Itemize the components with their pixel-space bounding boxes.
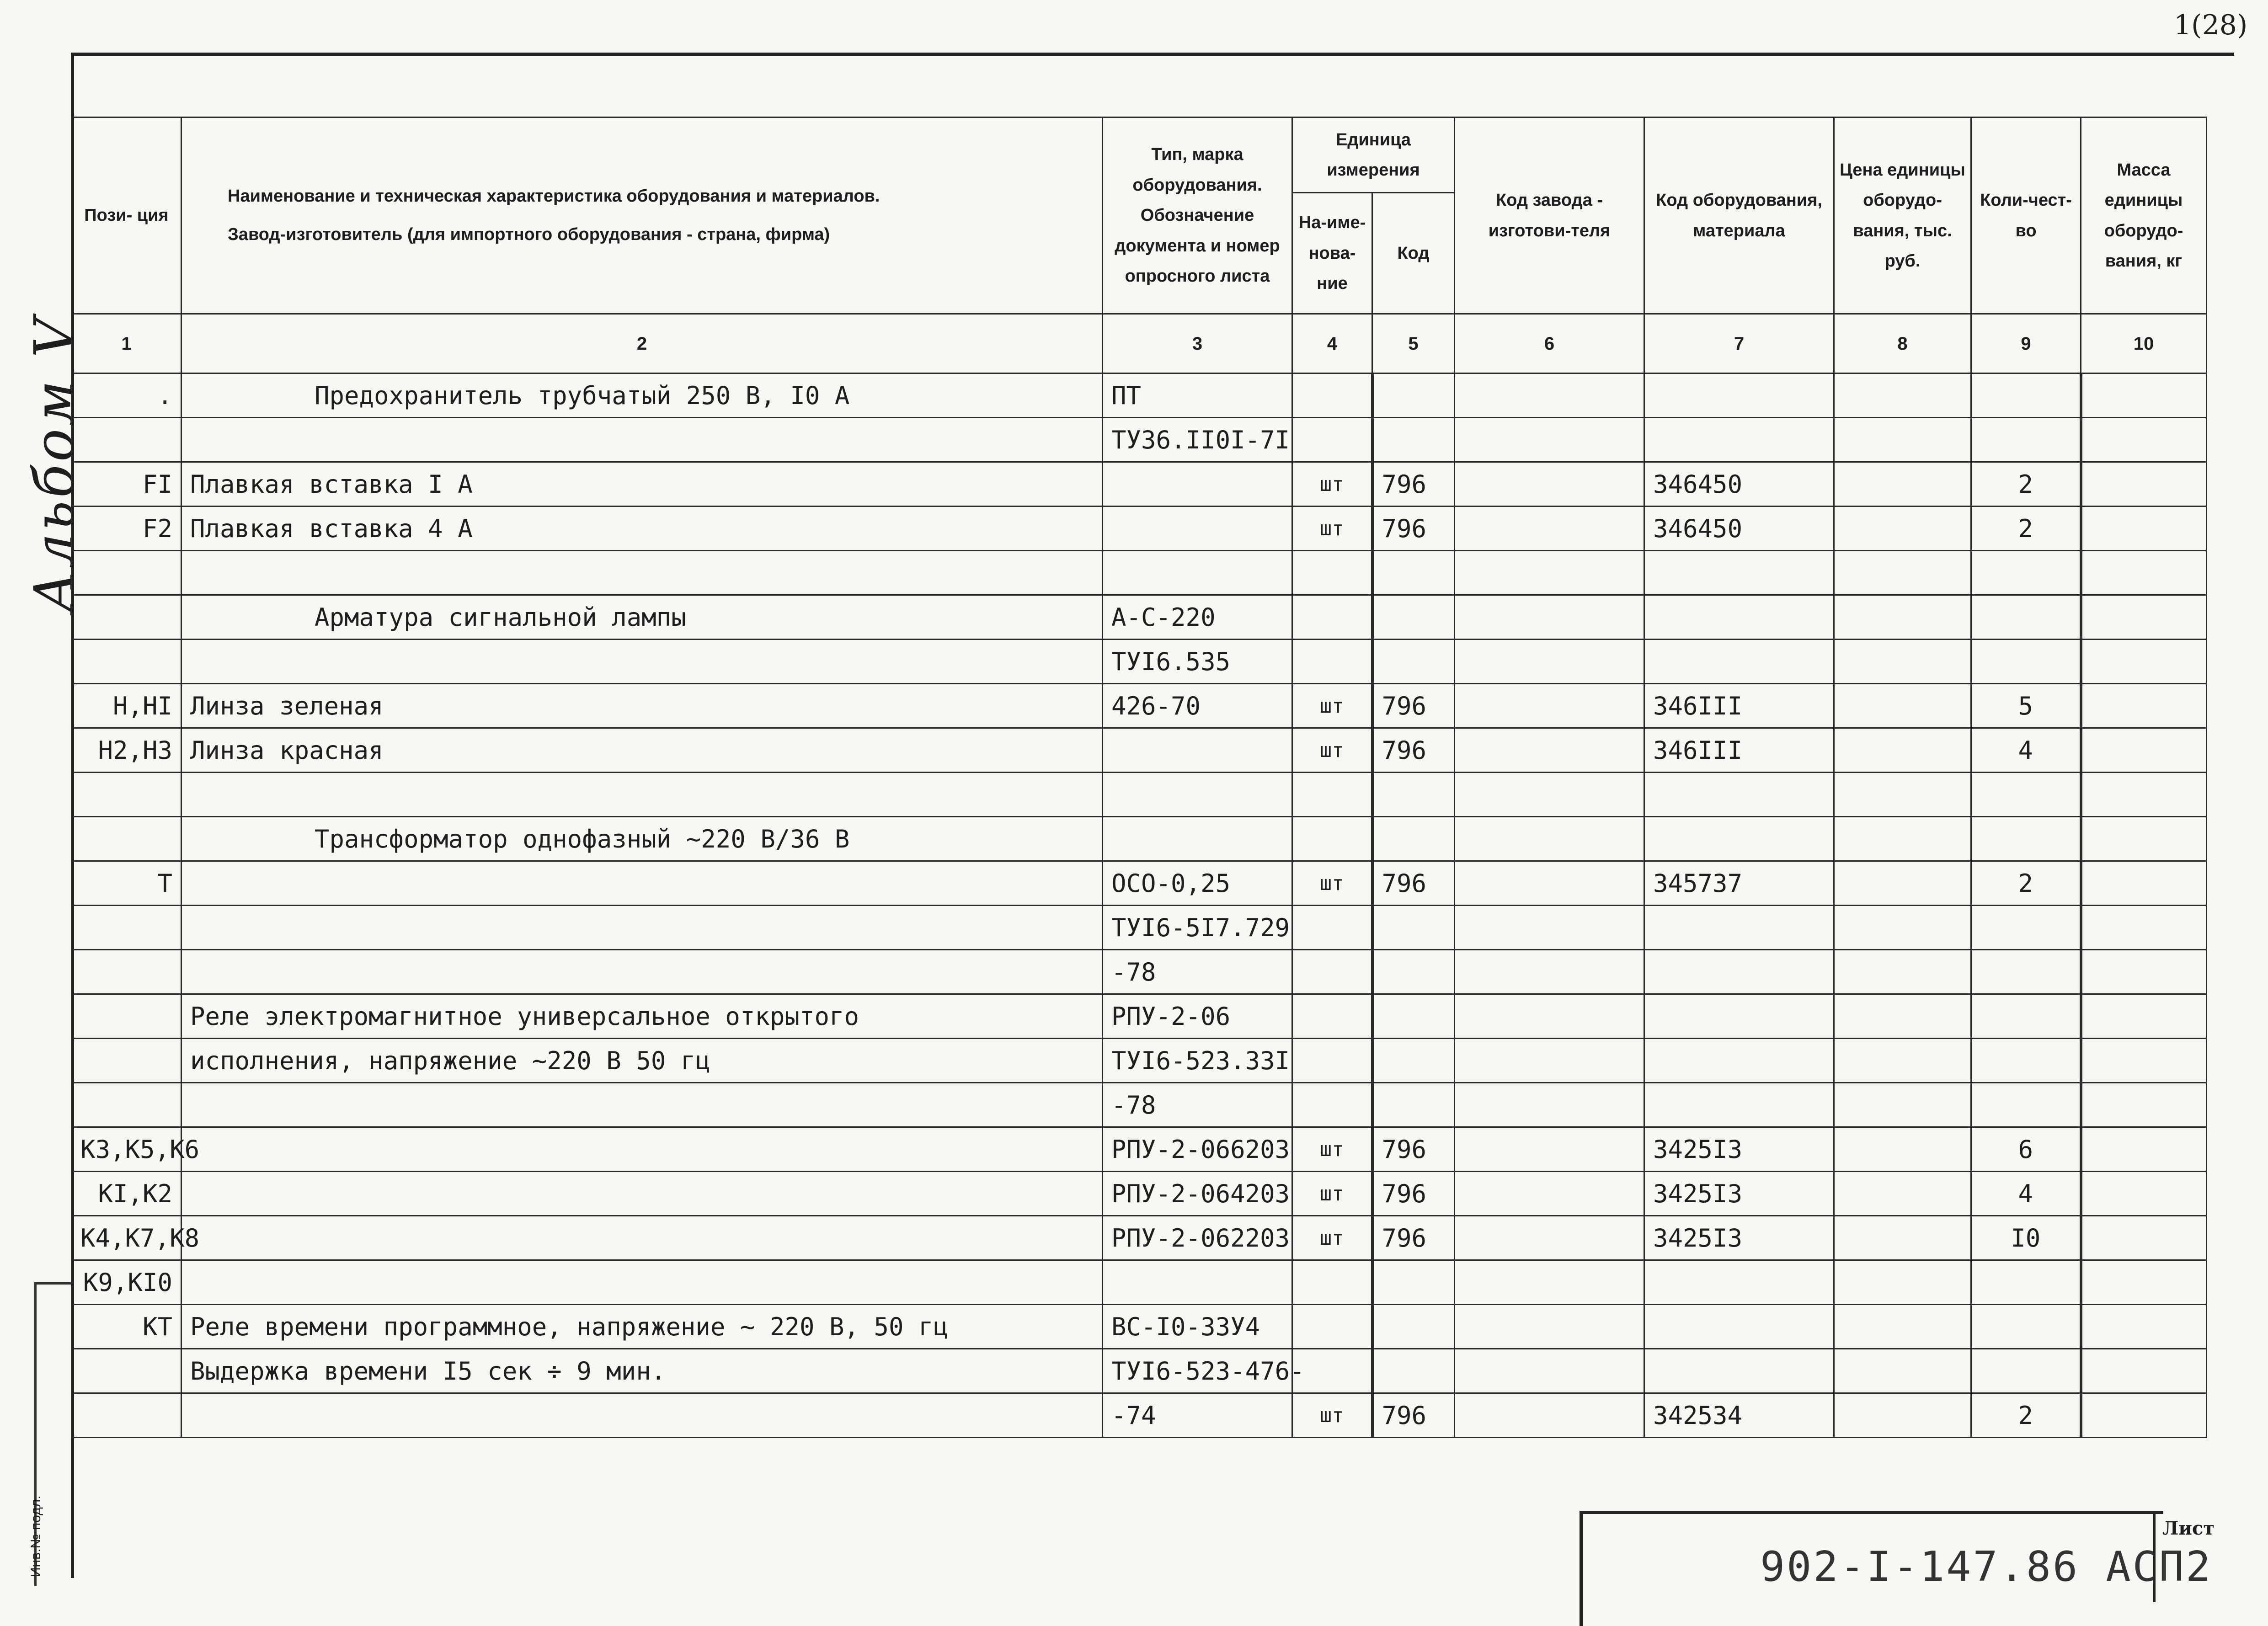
cell-name xyxy=(181,418,1103,462)
cell-quantity: 2 xyxy=(1971,462,2081,506)
cell-quantity xyxy=(1971,1349,2081,1393)
cell-unit-mass xyxy=(2081,906,2207,950)
cell-name xyxy=(181,906,1103,950)
cell-maker-code xyxy=(1455,1127,1644,1172)
cell-equipment-code: 3425I3 xyxy=(1644,1172,1834,1216)
cell-unit-code xyxy=(1372,551,1455,595)
cell-position: К3,К5,К6 xyxy=(72,1127,181,1172)
cell-unit-name: шт xyxy=(1292,861,1372,906)
cell-quantity xyxy=(1971,950,2081,994)
col-header-type: Тип, марка оборудования. Обозначение документа и номер опросного листа xyxy=(1103,117,1292,314)
cell-equipment-code xyxy=(1644,773,1834,817)
cell-unit-price xyxy=(1834,506,1971,551)
col-header-maker-code: Код завода - изготови-теля xyxy=(1455,117,1644,314)
table-row xyxy=(72,1305,2207,1349)
cell-position xyxy=(72,817,181,861)
cell-position: F2 xyxy=(72,506,181,551)
cell-type: 426-70 xyxy=(1103,684,1292,728)
cell-name: Плавкая вставка I А xyxy=(181,462,1103,506)
cell-unit-price xyxy=(1834,1172,1971,1216)
cell-unit-mass xyxy=(2081,1039,2207,1083)
cell-unit-name xyxy=(1292,418,1372,462)
cell-unit-mass xyxy=(2081,1349,2207,1393)
cell-equipment-code: 345737 xyxy=(1644,861,1834,906)
cell-unit-mass xyxy=(2081,684,2207,728)
cell-unit-name: шт xyxy=(1292,684,1372,728)
cell-unit-name: шт xyxy=(1292,1216,1372,1260)
sheet-label: Лист xyxy=(2162,1518,2215,1539)
cell-maker-code xyxy=(1455,728,1644,773)
cell-position: К9,КI0 xyxy=(72,1260,181,1305)
cell-unit-code: 796 xyxy=(1372,1216,1455,1260)
cell-maker-code xyxy=(1455,994,1644,1039)
cell-name xyxy=(181,551,1103,595)
cell-equipment-code xyxy=(1644,1305,1834,1349)
cell-equipment-code xyxy=(1644,373,1834,418)
cell-equipment-code: 346450 xyxy=(1644,506,1834,551)
cell-unit-code xyxy=(1372,773,1455,817)
cell-unit-price xyxy=(1834,462,1971,506)
cell-name: Предохранитель трубчатый 250 В, I0 А xyxy=(181,373,1103,418)
cell-quantity xyxy=(1971,817,2081,861)
cell-unit-price xyxy=(1834,640,1971,684)
cell-quantity: 4 xyxy=(1971,1172,2081,1216)
cell-unit-price xyxy=(1834,418,1971,462)
table-row xyxy=(72,728,2207,773)
cell-equipment-code xyxy=(1644,1039,1834,1083)
cell-unit-mass xyxy=(2081,506,2207,551)
cell-quantity xyxy=(1971,551,2081,595)
cell-maker-code xyxy=(1455,906,1644,950)
cell-maker-code xyxy=(1455,1172,1644,1216)
cell-unit-price xyxy=(1834,1127,1971,1172)
cell-unit-price xyxy=(1834,1349,1971,1393)
cell-position xyxy=(72,994,181,1039)
cell-name: Реле времени программное, напряжение ~ 220 В, 50 гц xyxy=(181,1305,1103,1349)
cell-unit-mass xyxy=(2081,994,2207,1039)
cell-unit-name xyxy=(1292,640,1372,684)
cell-unit-code: 796 xyxy=(1372,1172,1455,1216)
cell-quantity xyxy=(1971,1083,2081,1127)
table-row xyxy=(72,1039,2207,1083)
cell-name: Трансформатор однофазный ~220 В/36 В xyxy=(181,817,1103,861)
table-row xyxy=(72,1349,2207,1393)
cell-name: Линза зеленая xyxy=(181,684,1103,728)
cell-maker-code xyxy=(1455,506,1644,551)
cell-name: исполнения, напряжение ~220 В 50 гц xyxy=(181,1039,1103,1083)
table-row xyxy=(72,1127,2207,1172)
cell-name xyxy=(181,950,1103,994)
cell-equipment-code xyxy=(1644,906,1834,950)
header-row-1 xyxy=(72,117,2207,193)
cell-maker-code xyxy=(1455,861,1644,906)
cell-quantity xyxy=(1971,1260,2081,1305)
cell-quantity xyxy=(1971,1305,2081,1349)
cell-type: ВС-I0-33У4 xyxy=(1103,1305,1292,1349)
table-row xyxy=(72,817,2207,861)
cell-unit-name xyxy=(1292,551,1372,595)
cell-type: ТУI6-523-476- xyxy=(1103,1349,1292,1393)
col-header-unit-price: Цена единицы оборудо-вания, тыс. руб. xyxy=(1834,117,1971,314)
cell-unit-code xyxy=(1372,373,1455,418)
cell-type xyxy=(1103,462,1292,506)
table-row xyxy=(72,1393,2207,1438)
cell-name xyxy=(181,1216,1103,1260)
table-row xyxy=(72,1216,2207,1260)
cell-quantity: 6 xyxy=(1971,1127,2081,1172)
table-row xyxy=(72,1083,2207,1127)
cell-unit-mass xyxy=(2081,950,2207,994)
cell-position: КТ xyxy=(72,1305,181,1349)
cell-name xyxy=(181,1172,1103,1216)
cell-unit-mass xyxy=(2081,595,2207,640)
cell-unit-code xyxy=(1372,595,1455,640)
corner-mark: 1(28) xyxy=(2174,9,2248,41)
cell-position: FI xyxy=(72,462,181,506)
cell-equipment-code: 342534 xyxy=(1644,1393,1834,1438)
col-number: 9 xyxy=(1971,314,2081,373)
cell-unit-name xyxy=(1292,1039,1372,1083)
cell-unit-name xyxy=(1292,1260,1372,1305)
cell-unit-name: шт xyxy=(1292,728,1372,773)
cell-unit-code: 796 xyxy=(1372,1127,1455,1172)
table-row xyxy=(72,640,2207,684)
cell-unit-mass xyxy=(2081,1216,2207,1260)
cell-unit-mass xyxy=(2081,418,2207,462)
col-header-quantity: Коли-чест-во xyxy=(1971,117,2081,314)
cell-unit-price xyxy=(1834,1216,1971,1260)
cell-maker-code xyxy=(1455,1260,1644,1305)
cell-type: ТУI6-5I7.729 xyxy=(1103,906,1292,950)
cell-unit-code: 796 xyxy=(1372,684,1455,728)
cell-equipment-code xyxy=(1644,950,1834,994)
table-row xyxy=(72,462,2207,506)
cell-type xyxy=(1103,551,1292,595)
cell-equipment-code: 346III xyxy=(1644,684,1834,728)
cell-quantity xyxy=(1971,773,2081,817)
cell-maker-code xyxy=(1455,817,1644,861)
cell-unit-mass xyxy=(2081,1393,2207,1438)
cell-maker-code xyxy=(1455,773,1644,817)
cell-unit-mass xyxy=(2081,1083,2207,1127)
cell-name: Арматура сигнальной лампы xyxy=(181,595,1103,640)
table-row xyxy=(72,861,2207,906)
cell-name: Реле электромагнитное универсальное открытого xyxy=(181,994,1103,1039)
cell-position xyxy=(72,950,181,994)
cell-type xyxy=(1103,817,1292,861)
cell-unit-price xyxy=(1834,906,1971,950)
column-number-row xyxy=(72,314,2207,373)
table-row xyxy=(72,1172,2207,1216)
cell-unit-mass xyxy=(2081,1127,2207,1172)
cell-name xyxy=(181,640,1103,684)
col-header-unit-code: Код xyxy=(1372,193,1455,314)
cell-maker-code xyxy=(1455,1393,1644,1438)
cell-type: -78 xyxy=(1103,950,1292,994)
cell-maker-code xyxy=(1455,1305,1644,1349)
cell-unit-name xyxy=(1292,950,1372,994)
cell-type xyxy=(1103,506,1292,551)
cell-unit-name xyxy=(1292,595,1372,640)
table-row xyxy=(72,373,2207,418)
cell-unit-name xyxy=(1292,906,1372,950)
cell-quantity: 5 xyxy=(1971,684,2081,728)
cell-maker-code xyxy=(1455,595,1644,640)
cell-equipment-code xyxy=(1644,640,1834,684)
col-header-unit-mass: Масса единицы оборудо-вания, кг xyxy=(2081,117,2207,314)
cell-type: ТУ36.II0I-7I xyxy=(1103,418,1292,462)
cell-position xyxy=(72,551,181,595)
cell-type xyxy=(1103,1260,1292,1305)
cell-name xyxy=(181,1260,1103,1305)
cell-type: ТУI6-523.33I xyxy=(1103,1039,1292,1083)
cell-unit-mass xyxy=(2081,462,2207,506)
table-row xyxy=(72,906,2207,950)
cell-type: ПТ xyxy=(1103,373,1292,418)
document-code: 902-I-147.86 АСП2 xyxy=(1760,1543,2213,1591)
cell-type: РПУ-2-066203 xyxy=(1103,1127,1292,1172)
cell-type: ТУI6.535 xyxy=(1103,640,1292,684)
cell-quantity xyxy=(1971,640,2081,684)
cell-equipment-code xyxy=(1644,1260,1834,1305)
cell-unit-mass xyxy=(2081,1260,2207,1305)
col-header-unit-group: Единица измерения xyxy=(1292,117,1455,193)
cell-unit-code xyxy=(1372,1349,1455,1393)
cell-unit-price xyxy=(1834,551,1971,595)
cell-name: Выдержка времени I5 сек ÷ 9 мин. xyxy=(181,1349,1103,1393)
cell-unit-name: шт xyxy=(1292,506,1372,551)
cell-unit-code: 796 xyxy=(1372,1393,1455,1438)
inventory-label: Инв.№ подл. xyxy=(28,1495,43,1577)
cell-position: Т xyxy=(72,861,181,906)
cell-maker-code xyxy=(1455,1349,1644,1393)
table-row xyxy=(72,1260,2207,1305)
cell-equipment-code: 3425I3 xyxy=(1644,1216,1834,1260)
table-row xyxy=(72,595,2207,640)
cell-unit-name: шт xyxy=(1292,1127,1372,1172)
cell-quantity xyxy=(1971,418,2081,462)
cell-unit-code: 796 xyxy=(1372,462,1455,506)
cell-equipment-code xyxy=(1644,551,1834,595)
cell-unit-price xyxy=(1834,861,1971,906)
col-number: 4 xyxy=(1292,314,1372,373)
cell-unit-mass xyxy=(2081,861,2207,906)
cell-equipment-code: 346III xyxy=(1644,728,1834,773)
cell-unit-mass xyxy=(2081,551,2207,595)
cell-unit-price xyxy=(1834,950,1971,994)
cell-unit-mass xyxy=(2081,728,2207,773)
cell-unit-code xyxy=(1372,817,1455,861)
cell-unit-price xyxy=(1834,595,1971,640)
cell-maker-code xyxy=(1455,950,1644,994)
cell-quantity xyxy=(1971,1039,2081,1083)
cell-equipment-code: 3425I3 xyxy=(1644,1127,1834,1172)
cell-maker-code xyxy=(1455,1039,1644,1083)
cell-unit-name xyxy=(1292,817,1372,861)
cell-unit-mass xyxy=(2081,1172,2207,1216)
cell-unit-code xyxy=(1372,1039,1455,1083)
cell-unit-mass xyxy=(2081,773,2207,817)
cell-quantity xyxy=(1971,373,2081,418)
cell-position xyxy=(72,1393,181,1438)
cell-unit-price xyxy=(1834,773,1971,817)
cell-unit-code xyxy=(1372,906,1455,950)
cell-unit-price xyxy=(1834,373,1971,418)
col-header-equipment-code: Код оборудования, материала xyxy=(1644,117,1834,314)
col-number: 7 xyxy=(1644,314,1834,373)
cell-position: КI,К2 xyxy=(72,1172,181,1216)
cell-position xyxy=(72,595,181,640)
cell-type: РПУ-2-064203 xyxy=(1103,1172,1292,1216)
album-stamp: Альбом V xyxy=(23,315,86,613)
cell-unit-code xyxy=(1372,950,1455,994)
cell-unit-price xyxy=(1834,1260,1971,1305)
cell-equipment-code xyxy=(1644,1083,1834,1127)
col-number: 8 xyxy=(1834,314,1971,373)
cell-unit-price xyxy=(1834,994,1971,1039)
cell-unit-price xyxy=(1834,1083,1971,1127)
cell-unit-code xyxy=(1372,418,1455,462)
col-header-position: Пози- ция xyxy=(72,117,181,314)
cell-unit-code xyxy=(1372,994,1455,1039)
cell-quantity xyxy=(1971,595,2081,640)
cell-maker-code xyxy=(1455,1083,1644,1127)
cell-quantity xyxy=(1971,906,2081,950)
cell-unit-code: 796 xyxy=(1372,506,1455,551)
cell-unit-name xyxy=(1292,1305,1372,1349)
cell-unit-code xyxy=(1372,1260,1455,1305)
specification-body xyxy=(72,373,2207,1438)
cell-unit-mass xyxy=(2081,373,2207,418)
cell-unit-name xyxy=(1292,373,1372,418)
cell-maker-code xyxy=(1455,1216,1644,1260)
cell-position: . xyxy=(72,373,181,418)
cell-unit-code: 796 xyxy=(1372,728,1455,773)
cell-quantity: 2 xyxy=(1971,1393,2081,1438)
cell-unit-price xyxy=(1834,1393,1971,1438)
cell-unit-price xyxy=(1834,1039,1971,1083)
cell-equipment-code xyxy=(1644,595,1834,640)
cell-position: Н,НI xyxy=(72,684,181,728)
cell-position: Н2,Н3 xyxy=(72,728,181,773)
cell-maker-code xyxy=(1455,551,1644,595)
table-row xyxy=(72,418,2207,462)
cell-position: К4,К7,К8 xyxy=(72,1216,181,1260)
cell-position xyxy=(72,418,181,462)
cell-unit-code xyxy=(1372,640,1455,684)
table-row xyxy=(72,773,2207,817)
cell-maker-code xyxy=(1455,684,1644,728)
cell-equipment-code: 346450 xyxy=(1644,462,1834,506)
col-number: 6 xyxy=(1455,314,1644,373)
cell-equipment-code xyxy=(1644,817,1834,861)
cell-type: РПУ-2-062203 xyxy=(1103,1216,1292,1260)
cell-quantity: 2 xyxy=(1971,861,2081,906)
cell-unit-code xyxy=(1372,1083,1455,1127)
cell-type xyxy=(1103,773,1292,817)
cell-unit-mass xyxy=(2081,817,2207,861)
cell-maker-code xyxy=(1455,640,1644,684)
cell-type: -74 xyxy=(1103,1393,1292,1438)
cell-position xyxy=(72,1349,181,1393)
col-header-unit-name: На-име-нова-ние xyxy=(1292,193,1372,314)
col-number: 5 xyxy=(1372,314,1455,373)
cell-unit-name: шт xyxy=(1292,462,1372,506)
col-number: 1 xyxy=(72,314,181,373)
cell-position xyxy=(72,1039,181,1083)
table-row xyxy=(72,684,2207,728)
cell-type: ОСО-0,25 xyxy=(1103,861,1292,906)
col-number: 3 xyxy=(1103,314,1292,373)
cell-equipment-code xyxy=(1644,1349,1834,1393)
cell-position xyxy=(72,773,181,817)
cell-position xyxy=(72,1083,181,1127)
cell-type: А-С-220 xyxy=(1103,595,1292,640)
cell-name xyxy=(181,1127,1103,1172)
cell-unit-name xyxy=(1292,994,1372,1039)
cell-unit-name: шт xyxy=(1292,1393,1372,1438)
table-row xyxy=(72,950,2207,994)
cell-quantity: I0 xyxy=(1971,1216,2081,1260)
cell-quantity: 2 xyxy=(1971,506,2081,551)
cell-type: РПУ-2-06 xyxy=(1103,994,1292,1039)
cell-unit-code xyxy=(1372,1305,1455,1349)
col-number: 10 xyxy=(2081,314,2207,373)
cell-unit-mass xyxy=(2081,640,2207,684)
cell-unit-price xyxy=(1834,728,1971,773)
cell-unit-code: 796 xyxy=(1372,861,1455,906)
cell-name xyxy=(181,861,1103,906)
cell-unit-name xyxy=(1292,773,1372,817)
cell-type: -78 xyxy=(1103,1083,1292,1127)
cell-type xyxy=(1103,728,1292,773)
cell-unit-name: шт xyxy=(1292,1172,1372,1216)
cell-unit-price xyxy=(1834,684,1971,728)
cell-unit-price xyxy=(1834,817,1971,861)
table-row xyxy=(72,551,2207,595)
cell-quantity xyxy=(1971,994,2081,1039)
cell-name xyxy=(181,1393,1103,1438)
specification-table xyxy=(71,117,2207,1438)
cell-name: Плавкая вставка 4 А xyxy=(181,506,1103,551)
cell-unit-mass xyxy=(2081,1305,2207,1349)
cell-equipment-code xyxy=(1644,994,1834,1039)
cell-name: Линза красная xyxy=(181,728,1103,773)
cell-maker-code xyxy=(1455,418,1644,462)
cell-maker-code xyxy=(1455,373,1644,418)
col-header-name: Наименование и техническая характеристика оборудования и материалов. Завод-изготовитель (для импортного оборудования - страна, фирма) xyxy=(181,117,1103,314)
cell-quantity: 4 xyxy=(1971,728,2081,773)
cell-position xyxy=(72,906,181,950)
table-row xyxy=(72,994,2207,1039)
cell-name xyxy=(181,773,1103,817)
cell-unit-price xyxy=(1834,1305,1971,1349)
col-number: 2 xyxy=(181,314,1103,373)
table-row xyxy=(72,506,2207,551)
cell-position xyxy=(72,640,181,684)
cell-equipment-code xyxy=(1644,418,1834,462)
cell-name xyxy=(181,1083,1103,1127)
cell-maker-code xyxy=(1455,462,1644,506)
cell-unit-name xyxy=(1292,1083,1372,1127)
